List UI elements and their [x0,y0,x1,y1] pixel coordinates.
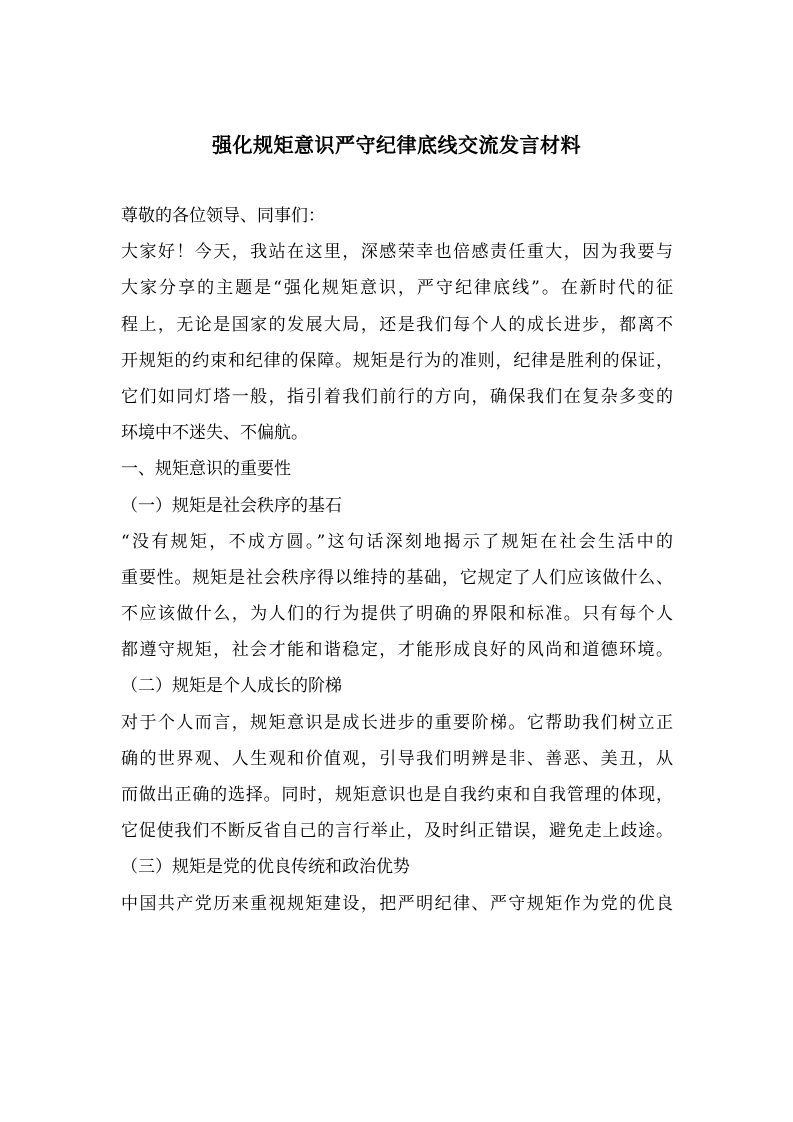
text-line: （二）规矩是个人成长的阶梯 [121,676,342,697]
text-line: 开规矩的约束和纪律的保障。规矩是行为的准则，纪律是胜利的保证， [121,350,673,371]
text-line: 它们如同灯塔一般，指引着我们前行的方向，确保我们在复杂多变的 [121,386,673,407]
text-line: 而做出正确的选择。同时，规矩意识也是自我约束和自我管理的体现， [121,785,673,805]
text-line: 一、规矩意识的重要性 [121,459,291,480]
text-line: 环境中不迷失、不偏航。 [121,423,308,444]
text-line: 它促使我们不断反省自己的言行举止，及时纠正错误，避免走上歧途。 [121,821,673,842]
document-body [121,198,673,922]
text-line: 程上，无论是国家的发展大局，还是我们每个人的成长进步，都离不 [121,314,673,335]
text-line: 对于个人而言，规矩意识是成长进步的重要阶梯。它帮助我们树立正 [121,712,673,733]
text-line: 中国共产党历来重视规矩建设，把严明纪律、严守规矩作为党的优良 [121,893,673,914]
text-line: 重要性。规矩是社会秩序得以维持的基础，它规定了人们应该做什么、 [121,567,673,588]
text-line: 大家分享的主题是“强化规矩意识，严守纪律底线”。在新时代的征 [121,278,673,299]
text-line: 大家好！今天，我站在这里，深感荣幸也倍感责任重大，因为我要与 [121,242,673,263]
text-line: 尊敬的各位领导、同事们： [121,206,325,226]
text-line: （三）规矩是党的优良传统和政治优势 [121,857,410,878]
text-line: 都遵守规矩，社会才能和谐稳定，才能形成良好的风尚和道德环境。 [121,640,673,661]
text-line: （一）规矩是社会秩序的基石 [121,495,342,516]
text-line: 确的世界观、人生观和价值观，引导我们明辨是非、善恶、美丑，从 [121,748,673,769]
text-line: “没有规矩，不成方圆。”这句话深刻地揭示了规矩在社会生活中的 [121,531,673,552]
document-title: 强化规矩意识严守纪律底线交流发言材料 [212,133,581,157]
text-line: 不应该做什么，为人们的行为提供了明确的界限和标准。只有每个人 [121,604,673,625]
